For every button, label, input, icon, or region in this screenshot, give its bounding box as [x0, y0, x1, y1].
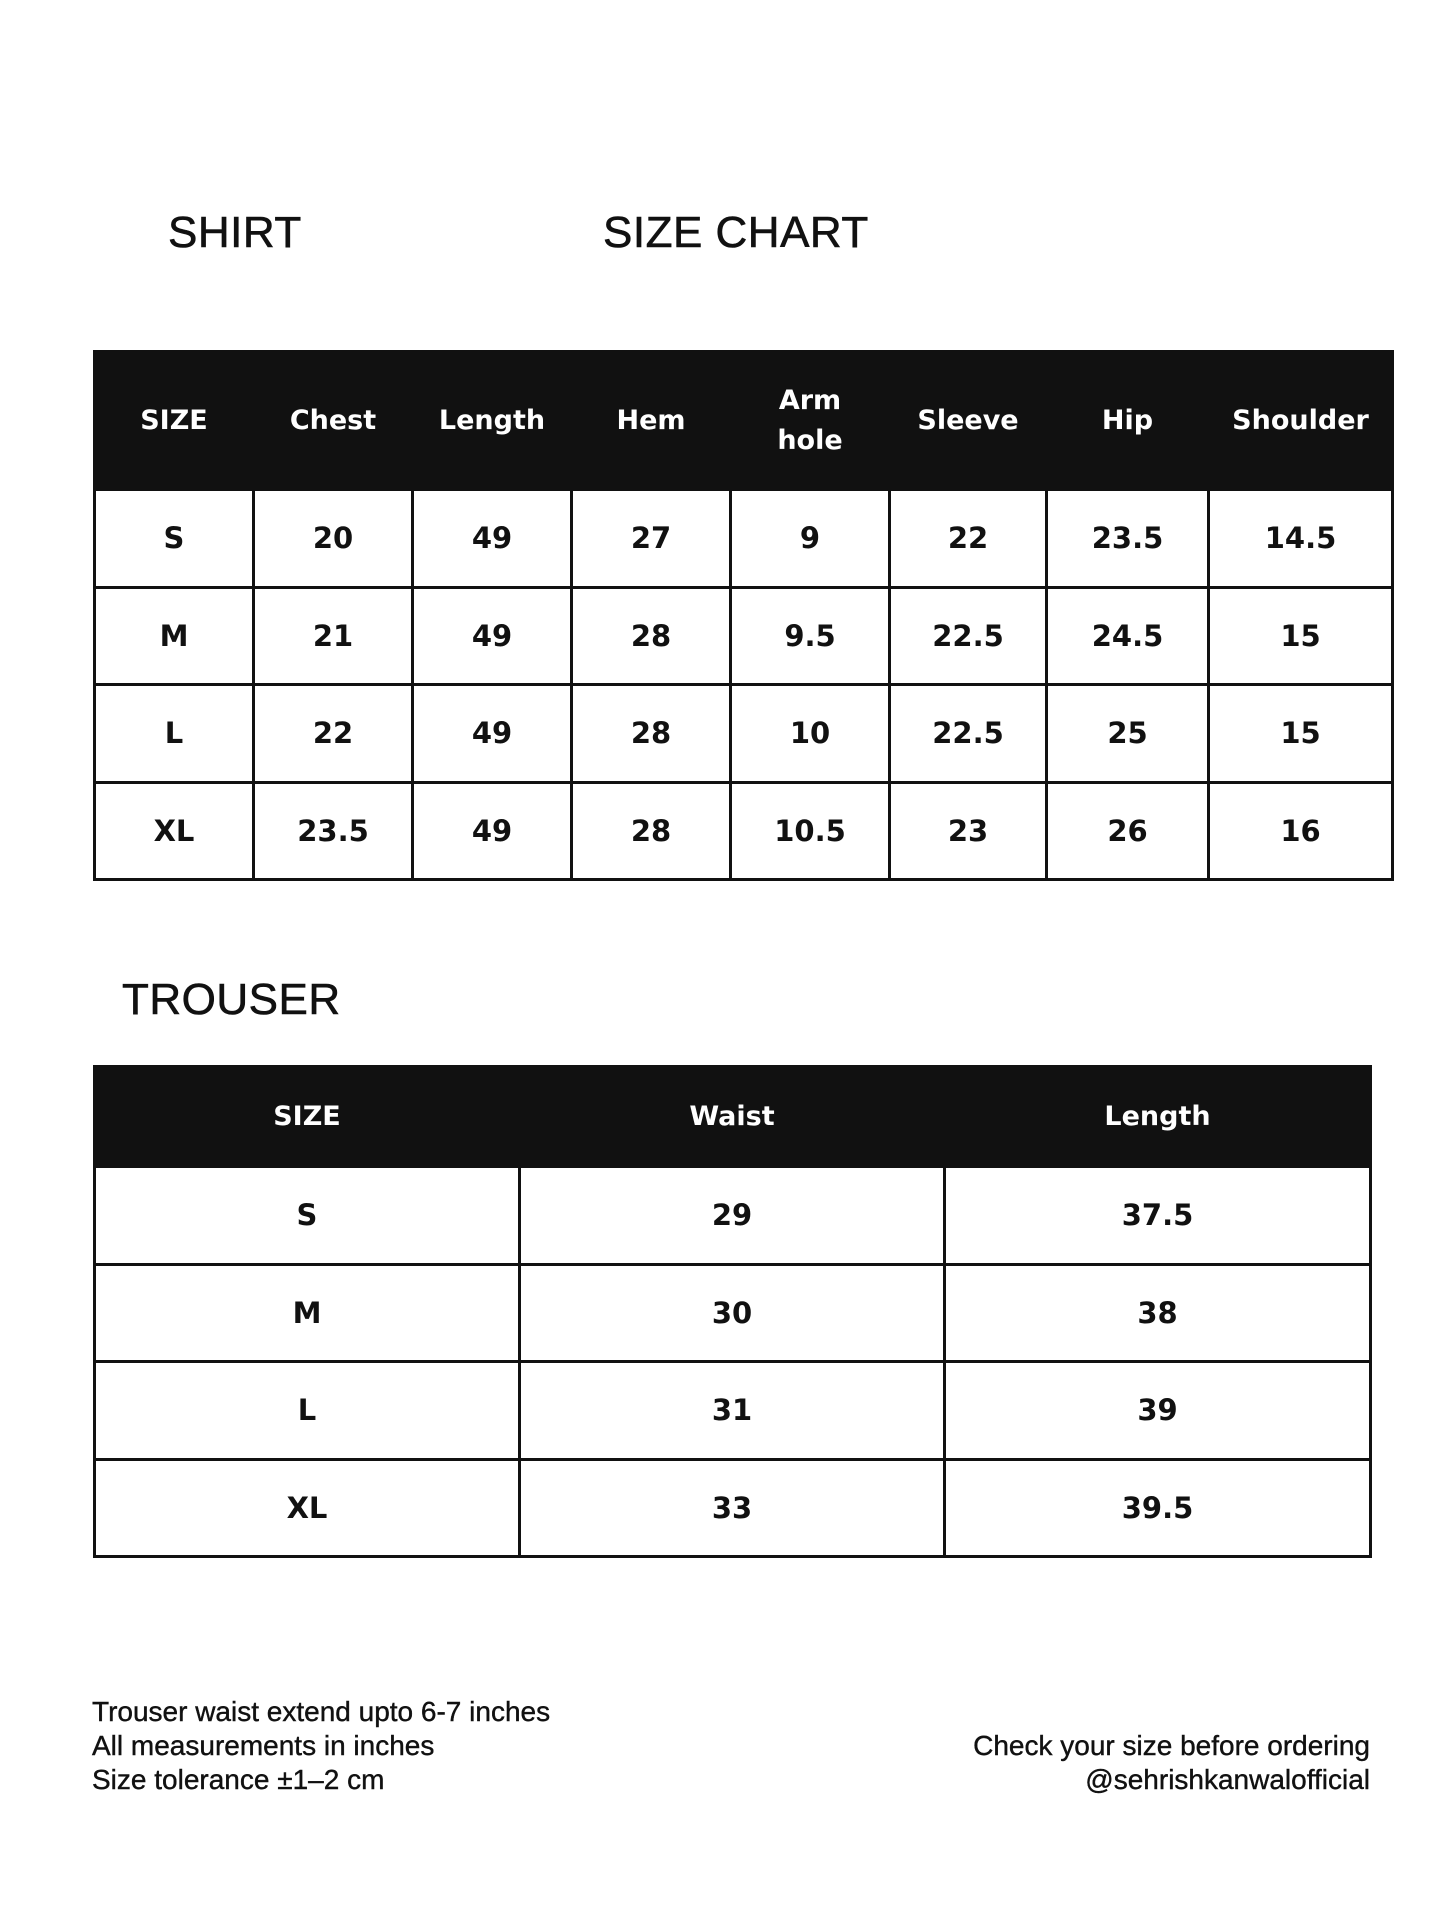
table-row: [95, 1459, 1371, 1557]
table-row: [95, 685, 1393, 783]
trouser-header-length: Length: [945, 1067, 1371, 1167]
shirt-cell: 49: [413, 490, 572, 588]
table-row: [95, 1362, 1371, 1460]
shirt-cell: 28: [572, 782, 731, 880]
shirt-cell: XL: [95, 782, 254, 880]
table-row: [95, 490, 1393, 588]
note-units: All measurements in inches: [92, 1730, 435, 1761]
shirt-cell: 22: [890, 490, 1047, 588]
table-row: [95, 782, 1393, 880]
trouser-size-table: [93, 1065, 1372, 1558]
table-row: [95, 1167, 1371, 1265]
trouser-header-waist: Waist: [520, 1067, 945, 1167]
table-row: [95, 1264, 1371, 1362]
ordering-notes: [973, 1729, 1370, 1797]
trouser-cell: 30: [520, 1264, 945, 1362]
shirt-cell: 20: [254, 490, 413, 588]
trouser-cell: 39: [945, 1362, 1371, 1460]
trouser-cell: 38: [945, 1264, 1371, 1362]
shirt-cell: 25: [1047, 685, 1209, 783]
trouser-cell: XL: [95, 1459, 520, 1557]
shirt-cell: S: [95, 490, 254, 588]
shirt-cell: 15: [1209, 685, 1393, 783]
note-tolerance: Size tolerance ±1–2 cm: [92, 1764, 385, 1795]
trouser-cell: L: [95, 1362, 520, 1460]
trouser-header-size: SIZE: [95, 1067, 520, 1167]
shirt-header-size: SIZE: [95, 352, 254, 490]
trouser-cell: 33: [520, 1459, 945, 1557]
shirt-cell: 49: [413, 685, 572, 783]
shirt-header-hip: Hip: [1047, 352, 1209, 490]
note-check-size: Check your size before ordering: [973, 1730, 1370, 1761]
trouser-cell: 31: [520, 1362, 945, 1460]
shirt-cell: 23.5: [254, 782, 413, 880]
shirt-cell: 22: [254, 685, 413, 783]
trouser-cell: M: [95, 1264, 520, 1362]
shirt-cell: 10.5: [731, 782, 890, 880]
shirt-header-row: [95, 352, 1393, 490]
shirt-cell: 10: [731, 685, 890, 783]
shirt-header-arm-hole: Arm hole: [731, 352, 890, 490]
shirt-cell: 15: [1209, 587, 1393, 685]
shirt-cell: 22.5: [890, 587, 1047, 685]
shirt-cell: L: [95, 685, 254, 783]
shirt-table-body: [95, 490, 1393, 880]
shirt-cell: 9: [731, 490, 890, 588]
trouser-cell: 29: [520, 1167, 945, 1265]
shirt-cell: 22.5: [890, 685, 1047, 783]
note-waist-extension: Trouser waist extend upto 6-7 inches: [92, 1696, 551, 1727]
shirt-size-table: [93, 350, 1394, 881]
shirt-cell: 14.5: [1209, 490, 1393, 588]
shirt-heading: SHIRT: [168, 208, 302, 257]
shirt-cell: 9.5: [731, 587, 890, 685]
shirt-cell: 23: [890, 782, 1047, 880]
shirt-cell: 28: [572, 587, 731, 685]
trouser-cell: 37.5: [945, 1167, 1371, 1265]
shirt-header-sleeve: Sleeve: [890, 352, 1047, 490]
shirt-cell: 26: [1047, 782, 1209, 880]
shirt-cell: 27: [572, 490, 731, 588]
size-chart-title: SIZE CHART: [603, 208, 869, 257]
shirt-cell: 28: [572, 685, 731, 783]
brand-handle: @sehrishkanwalofficial: [1085, 1764, 1370, 1795]
trouser-table-body: [95, 1167, 1371, 1557]
shirt-cell: 49: [413, 782, 572, 880]
shirt-header-chest: Chest: [254, 352, 413, 490]
shirt-header-hem: Hem: [572, 352, 731, 490]
shirt-cell: M: [95, 587, 254, 685]
trouser-header-row: [95, 1067, 1371, 1167]
trouser-cell: 39.5: [945, 1459, 1371, 1557]
shirt-cell: 21: [254, 587, 413, 685]
shirt-cell: 16: [1209, 782, 1393, 880]
measurement-notes: [92, 1695, 550, 1797]
shirt-cell: 23.5: [1047, 490, 1209, 588]
trouser-cell: S: [95, 1167, 520, 1265]
table-row: [95, 587, 1393, 685]
shirt-cell: 24.5: [1047, 587, 1209, 685]
shirt-cell: 49: [413, 587, 572, 685]
shirt-header-shoulder: Shoulder: [1209, 352, 1393, 490]
trouser-heading: TROUSER: [122, 975, 341, 1024]
shirt-header-length: Length: [413, 352, 572, 490]
